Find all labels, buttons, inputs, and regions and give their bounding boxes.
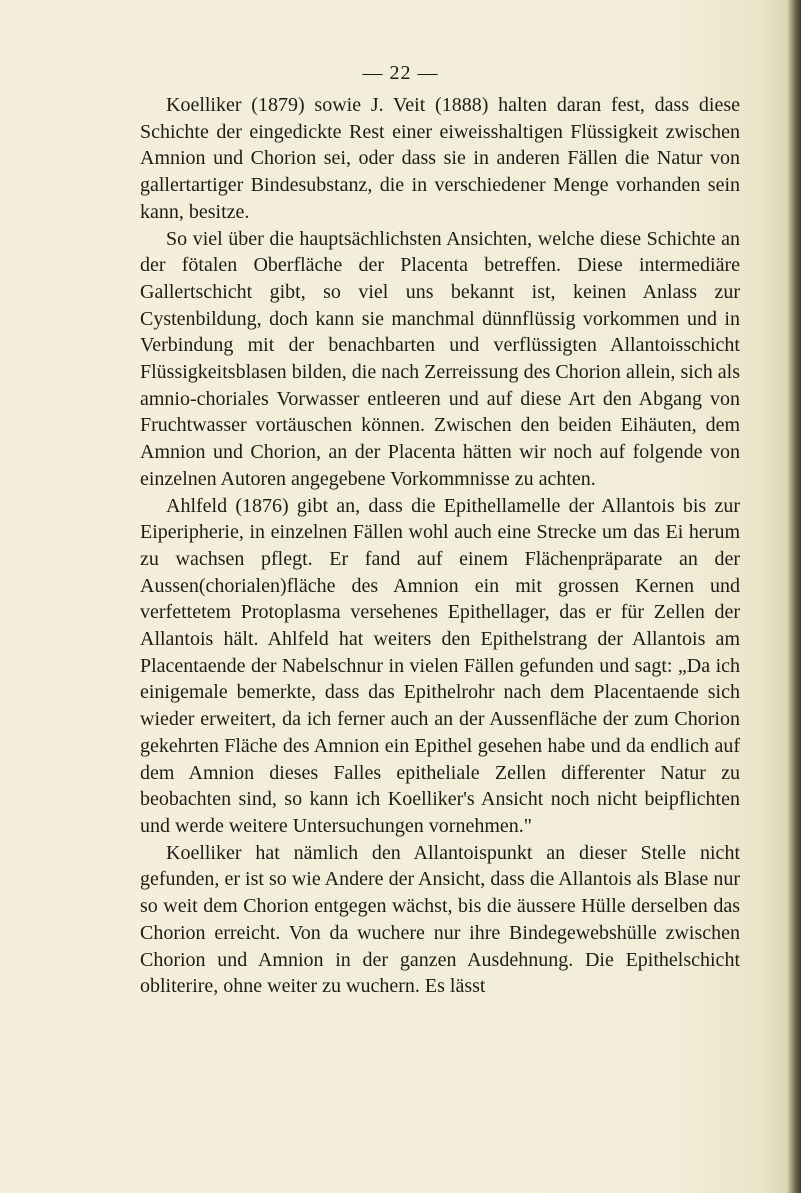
page-edge-shadow [787,0,801,1193]
body-text [140,92,740,1000]
paragraph-2: So viel über die hauptsächlichsten Ansichten, welche diese Schichte an der fötalen Oberfläche der Placenta betreffen. Diese intermediäre Gallertschicht gibt, so viel uns bekannt ist, keinen Anlass zur Cystenbildung, doch kann sie manchmal dünnflüssig vorkommen und in Verbindung mit der benachbarten und verflüssigten Allantoisschicht Flüssigkeitsblasen bilden, die nach Zerreissung des Chorion allein, sich als amnio-choriales Vorwasser entleeren und auf diese Art den Abgang von Fruchtwasser vortäuschen können. Zwischen den beiden Eihäuten, dem Amnion und Chorion, an der Placenta hätten wir noch auf folgende von einzelnen Autoren angegebene Vorkommnisse zu achten. [140,227,740,490]
paragraph-4: Koelliker hat nämlich den Allantoispunkt an dieser Stelle nicht gefunden, er ist so wie Andere der Ansicht, dass die Allantois als Blase nur so weit dem Chorion entgegen wächst, bis die äussere Hülle derselben das Chorion erreicht. Von da wuchere nur ihre Bindegewebshülle zwischen Chorion und Amnion in der ganzen Ausdehnung. Die Epithelschicht obliterire, ohne weiter zu wuchern. Es lässt [140,841,740,998]
paragraph-3: Ahlfeld (1876) gibt an, dass die Epithellamelle der Allantois bis zur Eiperipherie, in einzelnen Fällen wohl auch eine Strecke um das Ei herum zu wachsen pflegt. Er fand auf einem Flächenpräparate an der Aussen(chorialen)fläche des Amnion ein mit grossen Kernen und verfettetem Protoplasma versehenes Epithellager, das er für Zellen der Allantois hält. Ahlfeld hat weiters den Epithelstrang der Allantois am Placentaende der Nabelschnur in vielen Fällen gefunden und sagt: „Da ich einigemale bemerkte, dass das Epithelrohr nach dem Placentaende sich wieder erweitert, da ich ferner auch an der Aussenfläche der zum Chorion gekehrten Fläche des Amnion ein Epithel gesehen habe und da endlich auf dem Amnion dieses Falles epitheliale Zellen differenter Natur zu beobachten sind, so kann ich Koelliker's Ansicht noch nicht beipflichten und werde weitere Untersuchungen vornehmen." [140,494,740,837]
paragraph-1: Koelliker (1879) sowie J. Veit (1888) halten daran fest, dass diese Schichte der eingedickte Rest einer eiweisshaltigen Flüssigkeit zwischen Amnion und Chorion sei, oder dass sie in anderen Fällen die Natur von gallertartiger Bindesubstanz, die in verschiedener Menge vorhanden sein kann, besitze. [140,94,740,223]
page-number: — 22 — [362,62,439,84]
